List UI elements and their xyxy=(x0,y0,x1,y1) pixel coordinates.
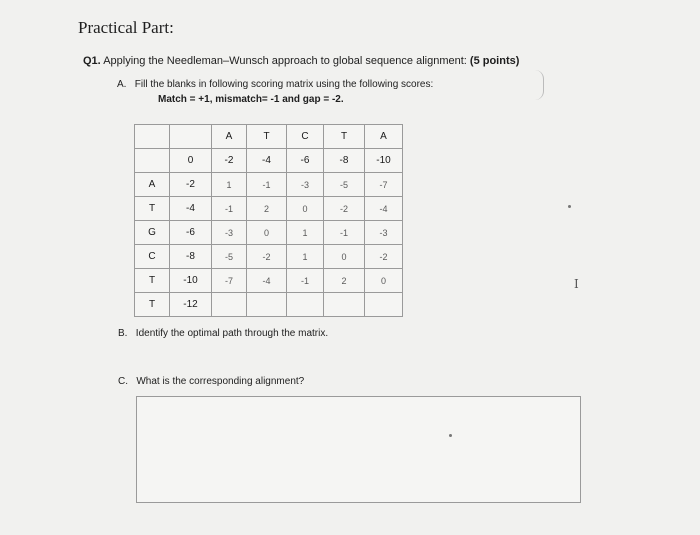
matrix-row-label: T xyxy=(135,197,170,221)
matrix-cell: -10 xyxy=(365,149,403,173)
matrix-row xyxy=(135,221,403,245)
matrix-row xyxy=(135,173,403,197)
part-c xyxy=(118,376,304,387)
matrix-cell: -2 xyxy=(365,245,403,269)
matrix-cell: -8 xyxy=(170,245,212,269)
matrix-row-label xyxy=(135,149,170,173)
matrix-cell: -7 xyxy=(365,173,403,197)
part-a-label: A. xyxy=(117,79,127,90)
question-number: Q1. xyxy=(83,55,101,67)
question-text: Applying the Needleman–Wunsch approach to global sequence alignment: xyxy=(103,55,467,67)
matrix-row xyxy=(135,149,403,173)
question-points: (5 points) xyxy=(469,55,520,67)
matrix-cell: -3 xyxy=(287,173,324,197)
matrix-cell: -12 xyxy=(170,293,212,317)
matrix-cell: 0 xyxy=(324,245,365,269)
matrix-cell: -4 xyxy=(365,197,403,221)
smudge-dot xyxy=(568,205,571,208)
alignment-answer-box[interactable] xyxy=(136,396,581,503)
matrix-row-label: C xyxy=(135,245,170,269)
matrix-blank-cell[interactable] xyxy=(365,293,403,317)
matrix-header-row xyxy=(135,125,403,149)
matrix-cell: -6 xyxy=(287,149,324,173)
matrix-cell: -1 xyxy=(247,173,287,197)
part-c-text: What is the corresponding alignment? xyxy=(136,376,305,387)
matrix-blank-cell[interactable] xyxy=(212,293,247,317)
matrix-column-header xyxy=(170,125,212,149)
matrix-column-header: T xyxy=(247,125,287,149)
matrix-column-header: A xyxy=(212,125,247,149)
matrix-cell: -7 xyxy=(212,269,247,293)
part-c-label: C. xyxy=(118,376,128,387)
matrix-blank-cell[interactable] xyxy=(324,293,365,317)
matrix-row-label: T xyxy=(135,269,170,293)
matrix-cell: -1 xyxy=(324,221,365,245)
matrix-cell: 0 xyxy=(287,197,324,221)
part-a xyxy=(117,79,433,90)
matrix-row xyxy=(135,245,403,269)
matrix-cell: 2 xyxy=(247,197,287,221)
matrix-cell: 1 xyxy=(287,245,324,269)
matrix-cell: 0 xyxy=(247,221,287,245)
matrix-row-label: T xyxy=(135,293,170,317)
matrix-cell: -6 xyxy=(170,221,212,245)
matrix-row-label: G xyxy=(135,221,170,245)
matrix-column-header xyxy=(135,125,170,149)
part-b xyxy=(118,328,328,339)
page-margin-mark xyxy=(535,70,544,100)
matrix-cell: 2 xyxy=(324,269,365,293)
matrix-cell: -1 xyxy=(212,197,247,221)
matrix-cell: -2 xyxy=(324,197,365,221)
matrix-column-header: C xyxy=(287,125,324,149)
matrix-cell: -2 xyxy=(170,173,212,197)
matrix-cell: -3 xyxy=(212,221,247,245)
matrix-cell: -5 xyxy=(212,245,247,269)
matrix-cell: -3 xyxy=(365,221,403,245)
matrix-column-header: T xyxy=(324,125,365,149)
matrix-cell: -8 xyxy=(324,149,365,173)
question-1 xyxy=(83,55,519,67)
matrix-cell: -10 xyxy=(170,269,212,293)
matrix-cell: 0 xyxy=(365,269,403,293)
matrix-cell: -2 xyxy=(247,245,287,269)
matrix-column-header: A xyxy=(365,125,403,149)
text-cursor-icon: I xyxy=(574,277,579,291)
matrix-cell: 0 xyxy=(170,149,212,173)
matrix-row xyxy=(135,269,403,293)
matrix-row-label: A xyxy=(135,173,170,197)
part-a-text: Fill the blanks in following scoring matrix using the following scores: xyxy=(134,79,434,90)
matrix-row xyxy=(135,197,403,221)
matrix-cell: -2 xyxy=(212,149,247,173)
matrix-cell: -4 xyxy=(247,269,287,293)
scoring-scheme: Match = +1, mismatch= -1 and gap = -2. xyxy=(158,94,344,105)
matrix-row xyxy=(135,293,403,317)
matrix-cell: 1 xyxy=(212,173,247,197)
matrix-cell: 1 xyxy=(287,221,324,245)
page-title: Practical Part: xyxy=(78,18,174,37)
part-b-label: B. xyxy=(118,328,128,339)
scoring-matrix xyxy=(134,124,403,317)
matrix-cell: -4 xyxy=(247,149,287,173)
matrix-cell: -5 xyxy=(324,173,365,197)
matrix-blank-cell[interactable] xyxy=(287,293,324,317)
part-b-text: Identify the optimal path through the matrix. xyxy=(135,328,329,339)
matrix-cell: -1 xyxy=(287,269,324,293)
matrix-blank-cell[interactable] xyxy=(247,293,287,317)
smudge-dot xyxy=(449,434,452,437)
matrix-cell: -4 xyxy=(170,197,212,221)
